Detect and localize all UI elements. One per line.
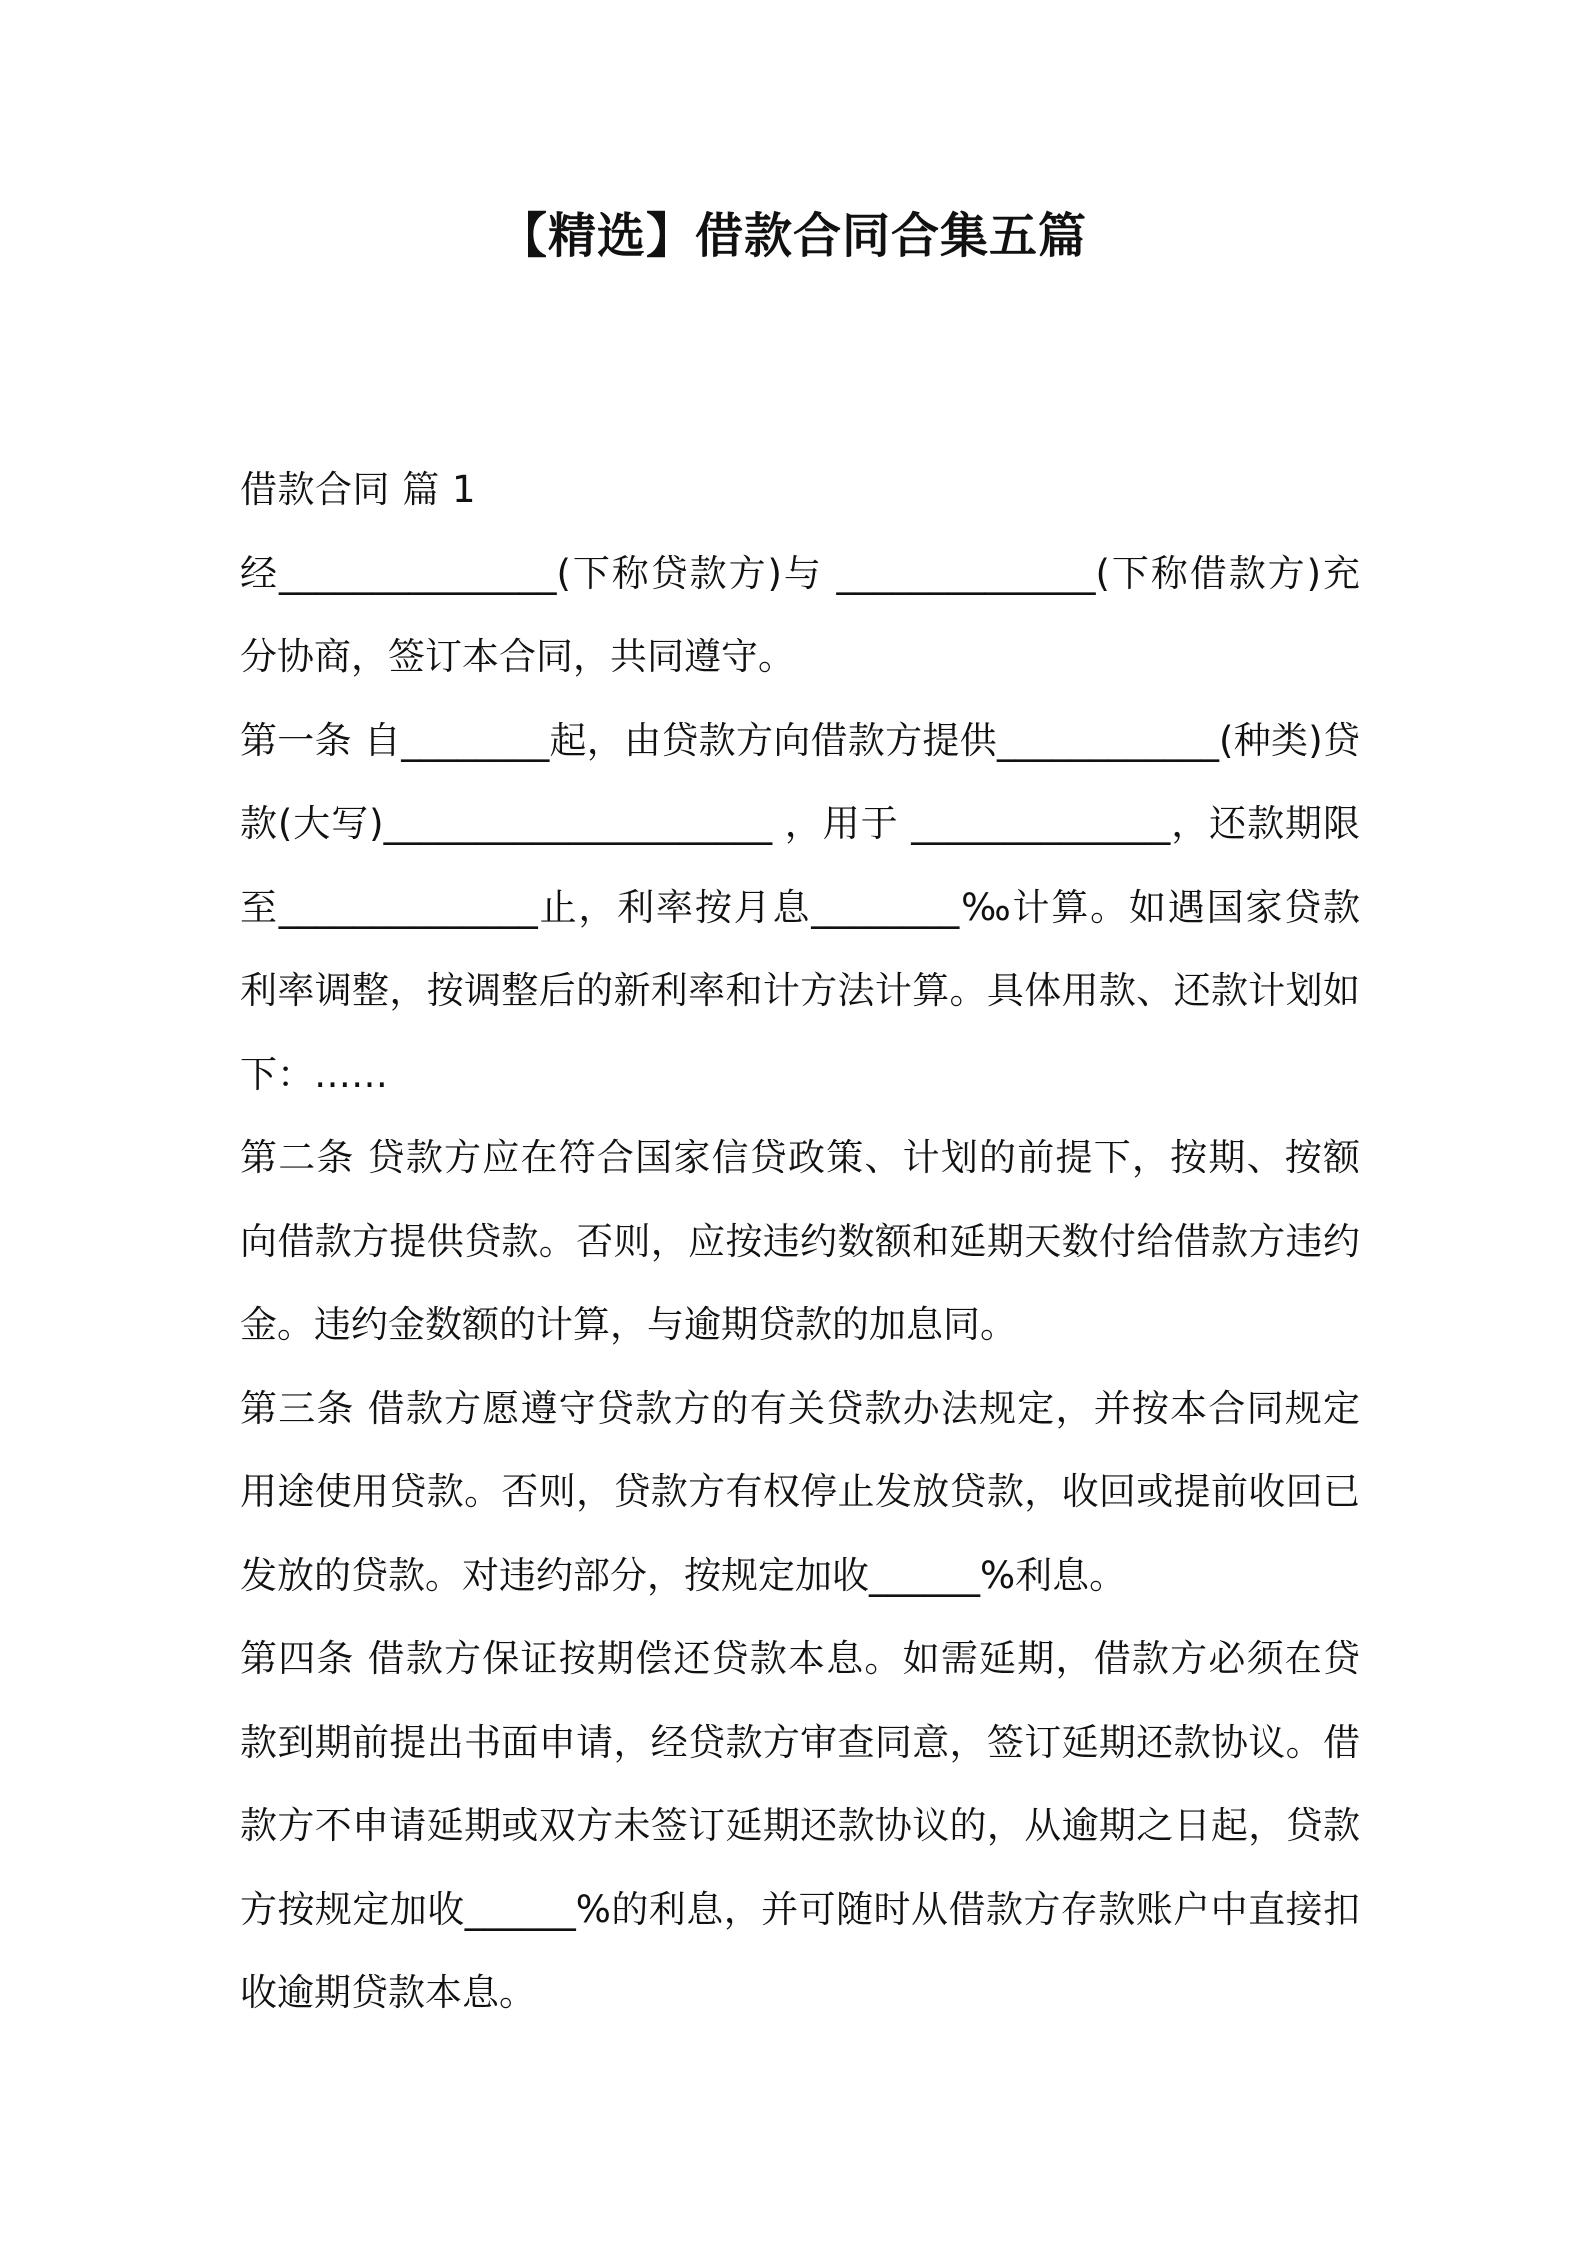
document-body <box>240 448 1360 2035</box>
paragraph-article-4: 第四条 借款方保证按期偿还贷款本息。如需延期，借款方必须在贷款到期前提出书面申请，经贷款方审查同意，签订延期还款协议。借款方不申请延期或双方未签订延期还款协议的，从逾期之日起，贷款方按规定加收______%的利息，并可随时从借款方存款账户中直接扣收逾期贷款本息。 <box>240 1637 1360 2014</box>
paragraph-article-2: 第二条 贷款方应在符合国家信贷政策、计划的前提下，按期、按额向借款方提供贷款。否则，应按违约数额和延期天数付给借款方违约金。违约金数额的计算，与逾期贷款的加息同。 <box>240 1136 1360 1346</box>
section-heading: 借款合同 篇 1 <box>240 468 477 511</box>
paragraph-article-3: 第三条 借款方愿遵守贷款方的有关贷款办法规定，并按本合同规定用途使用贷款。否则，贷款方有权停止发放贷款，收回或提前收回已发放的贷款。对违约部分，按规定加收______%利息。 <box>240 1386 1360 1597</box>
document-title: 【精选】借款合同合集五篇 <box>498 208 1087 264</box>
paragraph-article-1: 第一条 自________起，由贷款方向借款方提供____________(种类)贷款(大写)_____________________ ，用于 ______________，还款期限至______________止，利率按月息________‰计算。如遇国家贷款利率调整，按调整后的新利率和计方法计算。具体用款、还款计划如下：…… <box>240 718 1360 1096</box>
paragraph-preamble: 经_______________(下称贷款方)与 ______________(下称借款方)充分协商，签订本合同，共同遵守。 <box>240 551 1360 678</box>
